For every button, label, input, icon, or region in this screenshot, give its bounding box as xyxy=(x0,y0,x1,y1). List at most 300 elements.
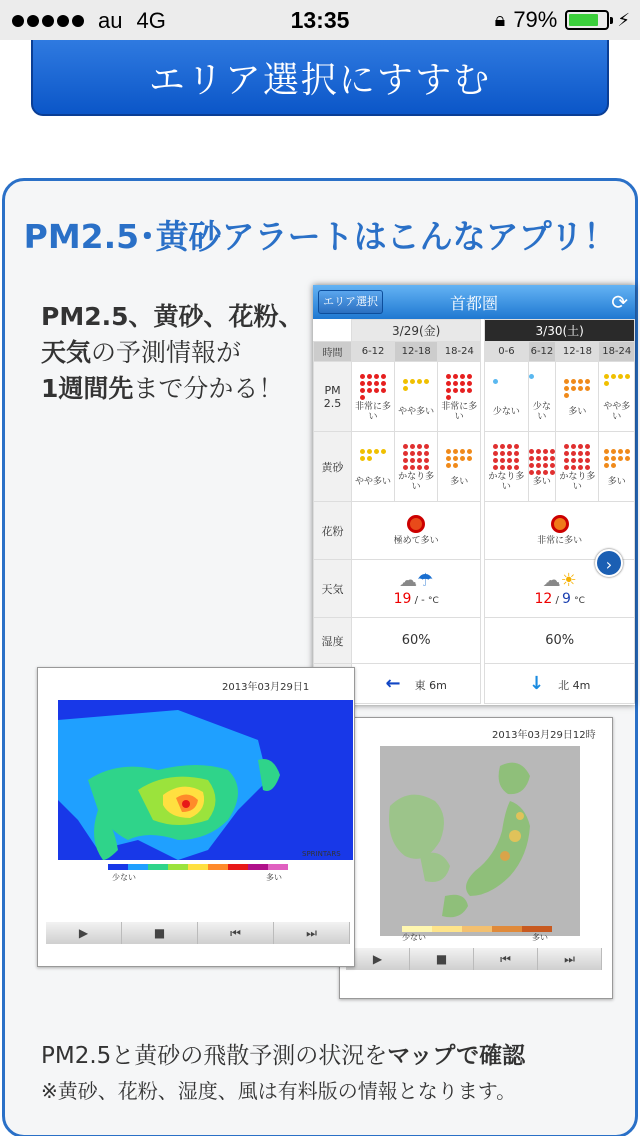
level-dot xyxy=(360,388,365,393)
charging-icon: ⚡︎ xyxy=(617,9,630,30)
app-screenshot xyxy=(313,285,635,705)
level-dot xyxy=(514,451,519,456)
skip-back-icon: ⏮ xyxy=(198,922,274,944)
kafun-cell: 非常に多い xyxy=(485,502,635,560)
japan-map xyxy=(380,746,580,936)
level-dot xyxy=(467,381,472,386)
weather-cell: ☁︎☀︎ 12 / 9 °C xyxy=(485,560,635,618)
level-dot xyxy=(543,463,548,468)
level-dot xyxy=(507,400,512,405)
kafun-cell: 極めて多い xyxy=(352,502,481,560)
level-dot xyxy=(585,393,590,398)
humidity-cell: 60% xyxy=(352,618,481,664)
level-dot xyxy=(564,386,569,391)
level-dot xyxy=(403,451,408,456)
level-dot xyxy=(507,444,512,449)
level-dot xyxy=(374,374,379,379)
level-dot xyxy=(360,374,365,379)
level-dot xyxy=(500,379,505,384)
level-dot xyxy=(446,456,451,461)
level-dot xyxy=(410,393,415,398)
level-dot xyxy=(460,449,465,454)
level-dot xyxy=(367,456,372,461)
level-dot xyxy=(417,386,422,391)
level-dot xyxy=(536,456,541,461)
level-dot xyxy=(424,451,429,456)
level-dot xyxy=(453,449,458,454)
time-slot: 6-12 xyxy=(528,342,556,362)
pm25-cell: 非常に多い xyxy=(352,362,395,432)
level-dot xyxy=(514,386,519,391)
humidity-cell: 60% xyxy=(485,618,635,664)
level-dot xyxy=(381,470,386,475)
map1-legend-bar xyxy=(108,862,288,872)
level-dot xyxy=(618,388,623,393)
level-dot xyxy=(564,465,569,470)
level-dot xyxy=(571,451,576,456)
level-dot xyxy=(467,388,472,393)
level-dot xyxy=(550,395,555,400)
level-dot xyxy=(374,456,379,461)
kosa-cell: 多い xyxy=(528,432,556,502)
level-dot xyxy=(543,449,548,454)
row-label-kosa: 黄砂 xyxy=(314,432,352,502)
level-dot xyxy=(611,395,616,400)
level-dot xyxy=(360,463,365,468)
level-dot xyxy=(564,393,569,398)
level-dot xyxy=(604,449,609,454)
level-dot xyxy=(585,465,590,470)
weather-cell: ☁︎☂︎ 19 / - °C xyxy=(352,560,481,618)
level-dot xyxy=(564,458,569,463)
time-slot: 0-6 xyxy=(485,342,528,362)
status-bar xyxy=(0,0,640,40)
level-dot xyxy=(493,400,498,405)
level-dot xyxy=(514,465,519,470)
level-dot xyxy=(446,381,451,386)
level-dot xyxy=(424,386,429,391)
level-dot xyxy=(410,458,415,463)
level-dot xyxy=(507,386,512,391)
level-dot xyxy=(446,463,451,468)
intro-line3-rest: まで分かる！ xyxy=(133,374,284,403)
level-dot xyxy=(424,444,429,449)
level-dot xyxy=(410,379,415,384)
level-dot xyxy=(453,395,458,400)
level-dot xyxy=(571,458,576,463)
level-dot xyxy=(571,386,576,391)
level-dot xyxy=(585,379,590,384)
level-dot xyxy=(460,470,465,475)
level-dot xyxy=(529,449,534,454)
level-dot xyxy=(578,379,583,384)
level-dot xyxy=(529,388,534,393)
level-dot xyxy=(367,374,372,379)
pm25-cell: 少ない xyxy=(485,362,528,432)
level-dot xyxy=(493,458,498,463)
level-dot xyxy=(536,381,541,386)
level-dot xyxy=(625,388,630,393)
level-dot xyxy=(410,386,415,391)
level-dot xyxy=(446,395,451,400)
level-dot xyxy=(367,381,372,386)
level-dot xyxy=(529,395,534,400)
level-dot xyxy=(550,456,555,461)
level-dot xyxy=(571,379,576,384)
level-dot xyxy=(611,463,616,468)
refresh-icon: ⟳ xyxy=(611,290,628,314)
level-dot xyxy=(360,381,365,386)
kosa-cell: 多い xyxy=(438,432,481,502)
battery-percent: 79% xyxy=(513,7,558,32)
level-dot xyxy=(543,381,548,386)
level-dot xyxy=(374,388,379,393)
level-dot xyxy=(618,449,623,454)
level-dot xyxy=(360,449,365,454)
level-dot xyxy=(374,395,379,400)
level-dot xyxy=(467,395,472,400)
level-dot xyxy=(381,388,386,393)
level-dot xyxy=(543,388,548,393)
wind-cell: ← 東 6m xyxy=(352,664,481,704)
level-dot xyxy=(529,470,534,475)
row-label-tenki: 天気 xyxy=(314,560,352,618)
level-dot xyxy=(564,379,569,384)
level-dot xyxy=(514,444,519,449)
kosa-cell: かなり多い xyxy=(485,432,528,502)
stop-icon: ■ xyxy=(410,948,474,970)
map1-controls xyxy=(46,922,350,944)
map2-legend-high: 多い xyxy=(532,933,548,942)
level-dot xyxy=(604,374,609,379)
level-dot xyxy=(585,386,590,391)
level-dot xyxy=(578,451,583,456)
cloud-rain-icon: ☁︎☂︎ xyxy=(399,570,434,591)
level-dot xyxy=(500,400,505,405)
level-dot xyxy=(611,456,616,461)
level-dot xyxy=(367,388,372,393)
intro-line3-bold: 1週間先 xyxy=(41,374,134,403)
level-dot xyxy=(571,465,576,470)
level-dot xyxy=(507,458,512,463)
level-dot xyxy=(493,465,498,470)
level-dot xyxy=(550,374,555,379)
pollen-icon xyxy=(407,515,425,533)
level-dot xyxy=(381,381,386,386)
map1-title: 2013年03月29日1 xyxy=(222,682,310,693)
level-dot xyxy=(467,463,472,468)
footer-line1: PM2.5と黄砂の飛散予測の状況をマップで確認 xyxy=(41,1043,526,1069)
level-dot xyxy=(403,458,408,463)
asia-map xyxy=(58,700,353,860)
level-dot xyxy=(543,374,548,379)
level-dot xyxy=(410,400,415,405)
level-dot xyxy=(453,463,458,468)
next-arrow-icon: › xyxy=(595,549,623,577)
level-dot xyxy=(611,388,616,393)
time-slot: 18-24 xyxy=(438,342,481,362)
level-dot xyxy=(381,374,386,379)
level-dot xyxy=(381,456,386,461)
level-dot xyxy=(543,456,548,461)
row-label-kafun: 花粉 xyxy=(314,502,352,560)
row-label-pm25: PM 2.5 xyxy=(314,362,352,432)
play-icon: ▶ xyxy=(346,948,410,970)
level-dot xyxy=(403,400,408,405)
level-dot xyxy=(381,449,386,454)
level-dot xyxy=(493,379,498,384)
level-dot xyxy=(453,374,458,379)
pm25-cell: 多い xyxy=(556,362,599,432)
level-dot xyxy=(536,388,541,393)
level-dot xyxy=(604,381,609,386)
level-dot xyxy=(453,456,458,461)
level-dot xyxy=(446,449,451,454)
level-dot xyxy=(611,470,616,475)
level-dot xyxy=(618,395,623,400)
level-dot xyxy=(500,465,505,470)
level-dot xyxy=(367,470,372,475)
footer-line2: ※黄砂、花粉、湿度、風は有料版の情報となります。 xyxy=(41,1079,517,1103)
map1-legend-high: 多い xyxy=(266,873,282,882)
date-day2: 3/30(土) xyxy=(485,320,635,342)
level-dot xyxy=(604,456,609,461)
wind-cell: ↓ 北 4m xyxy=(485,664,635,704)
level-dot xyxy=(550,381,555,386)
level-dot xyxy=(529,456,534,461)
rotation-lock-icon: 🔒︎ xyxy=(494,8,506,31)
level-dot xyxy=(500,444,505,449)
kosa-cell: 多い xyxy=(599,432,635,502)
level-dot xyxy=(514,458,519,463)
level-dot xyxy=(529,374,534,379)
level-dot xyxy=(424,400,429,405)
level-dot xyxy=(417,400,422,405)
level-dot xyxy=(529,463,534,468)
app-area-button: エリア選択 xyxy=(318,290,383,314)
level-dot xyxy=(618,374,623,379)
level-dot xyxy=(507,451,512,456)
level-dot xyxy=(424,465,429,470)
skip-forward-icon: ⏭ xyxy=(538,948,602,970)
level-dot xyxy=(467,374,472,379)
level-dot xyxy=(536,374,541,379)
level-dot xyxy=(410,465,415,470)
level-dot xyxy=(453,388,458,393)
kosa-cell: やや多い xyxy=(352,432,395,502)
level-dot xyxy=(446,374,451,379)
map2-title: 2013年03月29日12時 xyxy=(492,730,596,741)
level-dot xyxy=(403,379,408,384)
level-dot xyxy=(618,470,623,475)
level-dot xyxy=(410,451,415,456)
level-dot xyxy=(604,388,609,393)
pm25-cell: やや多い xyxy=(395,362,438,432)
level-dot xyxy=(585,400,590,405)
level-dot xyxy=(467,456,472,461)
level-dot xyxy=(550,470,555,475)
kosa-cell: かなり多い xyxy=(556,432,599,502)
battery-icon xyxy=(565,10,609,30)
pollen-icon xyxy=(551,515,569,533)
level-dot xyxy=(453,381,458,386)
level-dot xyxy=(446,470,451,475)
level-dot xyxy=(453,470,458,475)
level-dot xyxy=(543,395,548,400)
map1-legend-low: 少ない xyxy=(112,873,136,882)
level-dot xyxy=(417,393,422,398)
level-dot xyxy=(403,465,408,470)
level-dot xyxy=(514,400,519,405)
level-dot xyxy=(424,379,429,384)
level-dot xyxy=(460,388,465,393)
forecast-table xyxy=(313,319,635,704)
map1-credit: SPRINTARS xyxy=(302,850,341,858)
level-dot xyxy=(500,451,505,456)
level-dot xyxy=(625,395,630,400)
level-dot xyxy=(536,463,541,468)
intro-line2-bold: 天気 xyxy=(41,338,92,367)
level-dot xyxy=(493,451,498,456)
level-dot xyxy=(543,470,548,475)
intro-text xyxy=(41,299,304,407)
level-dot xyxy=(529,381,534,386)
cloud-sun-icon: ☁︎☀︎ xyxy=(542,570,577,591)
level-dot xyxy=(604,470,609,475)
level-dot xyxy=(578,400,583,405)
level-dot xyxy=(507,465,512,470)
level-dot xyxy=(578,465,583,470)
level-dot xyxy=(625,456,630,461)
level-dot xyxy=(460,381,465,386)
level-dot xyxy=(360,470,365,475)
level-dot xyxy=(381,463,386,468)
level-dot xyxy=(500,458,505,463)
level-dot xyxy=(611,374,616,379)
level-dot xyxy=(618,463,623,468)
pm25-cell: やや多い xyxy=(599,362,635,432)
skip-back-icon: ⏮ xyxy=(474,948,538,970)
level-dot xyxy=(536,395,541,400)
level-dot xyxy=(625,374,630,379)
intro-line1: PM2.5、黄砂、花粉、 xyxy=(41,302,304,331)
level-dot xyxy=(493,393,498,398)
area-select-button[interactable]: エリア選択にすすむ xyxy=(31,40,609,116)
level-dot xyxy=(493,386,498,391)
level-dot xyxy=(578,393,583,398)
level-dot xyxy=(374,463,379,468)
level-dot xyxy=(625,463,630,468)
level-dot xyxy=(424,458,429,463)
level-dot xyxy=(374,381,379,386)
level-dot xyxy=(550,449,555,454)
level-dot xyxy=(611,449,616,454)
app-header xyxy=(313,285,635,319)
level-dot xyxy=(417,379,422,384)
level-dot xyxy=(611,381,616,386)
level-dot xyxy=(460,463,465,468)
level-dot xyxy=(403,444,408,449)
map2-legend-low: 少ない xyxy=(402,933,426,942)
level-dot xyxy=(571,444,576,449)
level-dot xyxy=(585,444,590,449)
level-dot xyxy=(604,395,609,400)
level-dot xyxy=(417,444,422,449)
map2-controls xyxy=(346,948,602,970)
level-dot xyxy=(571,393,576,398)
level-dot xyxy=(367,463,372,468)
pm25-cell: 非常に多い xyxy=(438,362,481,432)
arrow-down-icon: ↓ xyxy=(529,673,545,694)
time-slot: 12-18 xyxy=(395,342,438,362)
pm25-cell: 少ない xyxy=(528,362,556,432)
level-dot xyxy=(367,395,372,400)
level-dot xyxy=(550,388,555,393)
time-label: 時間 xyxy=(314,342,352,362)
stop-icon: ■ xyxy=(122,922,198,944)
level-dot xyxy=(493,444,498,449)
row-label-shitsudo: 湿度 xyxy=(314,618,352,664)
card-title: PM2.5･黄砂アラートはこんなアプリ！ xyxy=(23,217,617,256)
level-dot xyxy=(460,456,465,461)
level-dot xyxy=(625,381,630,386)
level-dot xyxy=(514,379,519,384)
level-dot xyxy=(467,449,472,454)
level-dot xyxy=(374,449,379,454)
level-dot xyxy=(424,393,429,398)
level-dot xyxy=(460,395,465,400)
level-dot xyxy=(585,451,590,456)
info-card xyxy=(2,178,638,1136)
level-dot xyxy=(410,444,415,449)
level-dot xyxy=(417,451,422,456)
level-dot xyxy=(403,386,408,391)
level-dot xyxy=(564,400,569,405)
date-day1: 3/29(金) xyxy=(352,320,481,342)
level-dot xyxy=(360,395,365,400)
level-dot xyxy=(367,449,372,454)
level-dot xyxy=(536,470,541,475)
skip-forward-icon: ⏭ xyxy=(274,922,350,944)
level-dot xyxy=(564,444,569,449)
level-dot xyxy=(578,386,583,391)
time-slot: 18-24 xyxy=(599,342,635,362)
level-dot xyxy=(564,451,569,456)
level-dot xyxy=(578,444,583,449)
level-dot xyxy=(417,465,422,470)
level-dot xyxy=(536,449,541,454)
level-dot xyxy=(604,463,609,468)
level-dot xyxy=(500,386,505,391)
level-dot xyxy=(374,470,379,475)
app-region-title: 首都圏 xyxy=(449,294,498,313)
level-dot xyxy=(618,381,623,386)
level-dot xyxy=(578,458,583,463)
kosa-cell: かなり多い xyxy=(395,432,438,502)
level-dot xyxy=(507,379,512,384)
level-dot xyxy=(460,374,465,379)
level-dot xyxy=(618,456,623,461)
level-dot xyxy=(507,393,512,398)
level-dot xyxy=(403,393,408,398)
level-dot xyxy=(500,393,505,398)
intro-line2-rest: の予測情報が xyxy=(91,338,242,367)
level-dot xyxy=(446,388,451,393)
level-dot xyxy=(417,458,422,463)
level-dot xyxy=(625,470,630,475)
level-dot xyxy=(550,463,555,468)
asia-map-panel xyxy=(37,667,355,967)
